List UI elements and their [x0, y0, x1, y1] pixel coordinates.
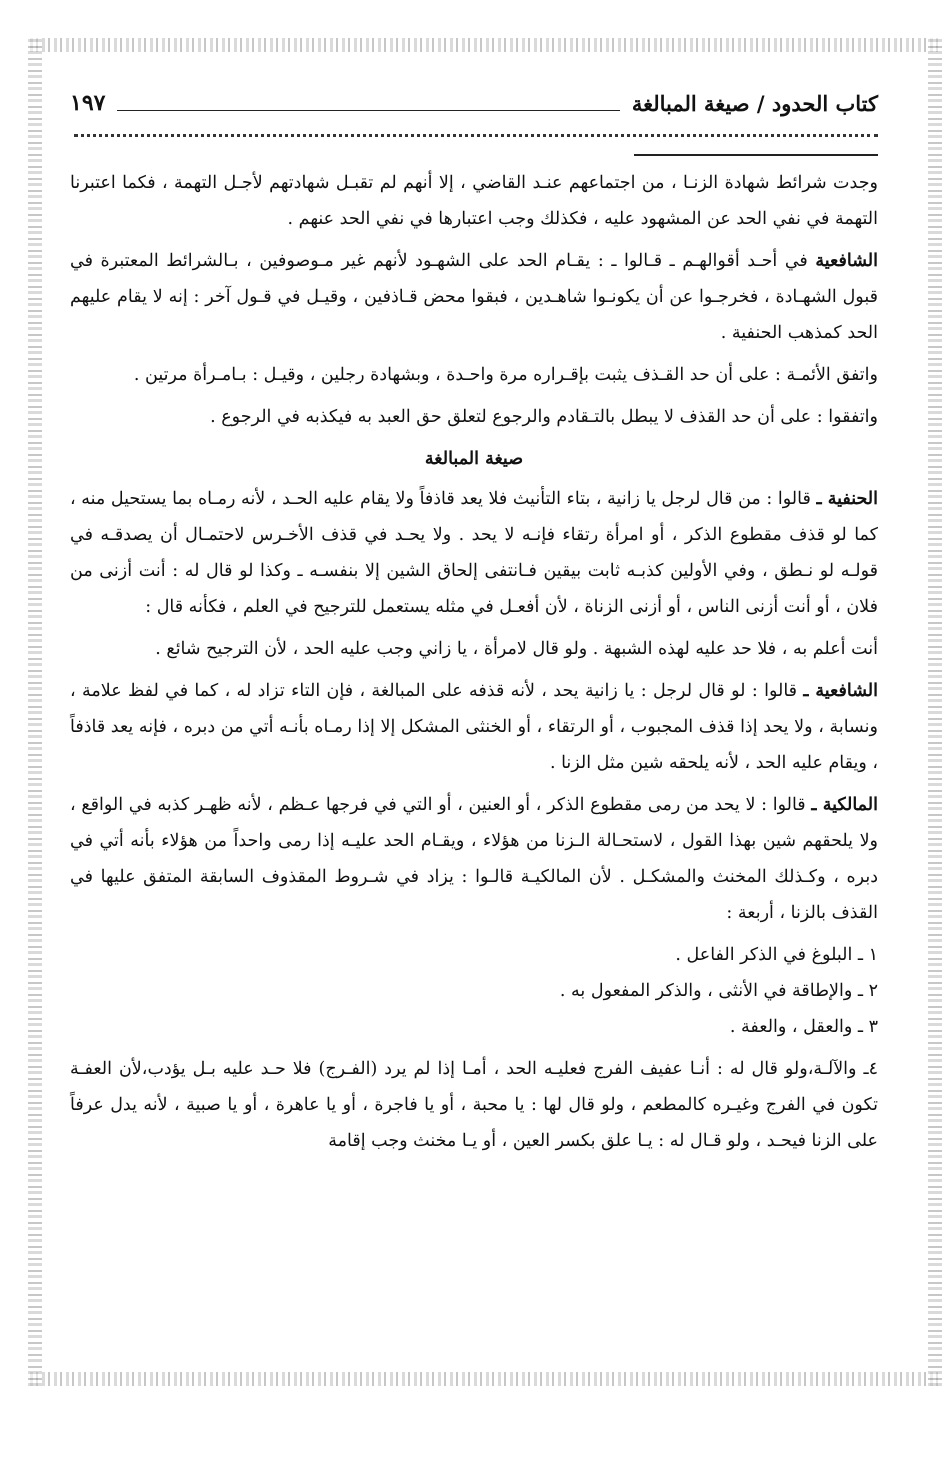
paragraph [70, 357, 878, 393]
list-item: ٣ ـ والعقل ، والعفة . [729, 1017, 878, 1037]
page-border-left [28, 38, 42, 1386]
page-border-bottom [30, 1372, 940, 1386]
list-item: ٢ ـ والإطاقة في الأنثى ، والذكر المفعول به . [559, 981, 878, 1001]
page-body [70, 165, 878, 1165]
running-header [70, 88, 878, 118]
paragraph: ٤ـ والآلـة،ولو قال له : أنـا عفيف الفرج فعليـه الحد ، أمـا إذا لم يرد (الفـرج) فلا حـد عليه بـل يؤدب،لأن العفـة تكون في الفرج وغيـره كالمطعم ، ولو قال لها : يا محبة ، أو يا فاجرة ، أو يا عاهرة ، أو يا صبية ، لأنه يدل عرفاً على الزنا فيحـد ، ولو قـال له : يـا علق بكسر العين ، أو يـا مخنث وجب إقامة [70, 1059, 878, 1151]
paragraph-text: وجدت شرائط شهادة الزنـا ، من اجتماعهم عنـد القاضي ، إلا أنهم لم تقبـل شهادتهم لأجـل التهمة ، فكما اعتبرنا التهمة في نفي الحد عن المشهود عليه ، فكذلك وجب اعتبارها في نفي الحد عنهم . [70, 173, 878, 229]
paragraph-text: قالوا : لا يحد من رمى مقطوع الذكر ، أو العنين ، أو التي في فرجها عـظم ، لأنه ظهـر كذبه في الواقع ، ولا يلحقهم شين بهذا القول ، لاستحـالة الـزنا من هؤلاء ، ويقـام الحد عليـه إذا رمى واحداً من هؤلاء بأنه أتي في دبره ، وكـذلك المخنث والمشكـل . لأن المالكيـة قالـوا : يزاد في شـروط المقذوف السابقة المتفق عليها في القذف بالزنا ، أربعة : [70, 795, 878, 923]
paragraph-text: أنت أعلم به ، فلا حد عليه لهذه الشبهة . ولو قال لامرأة ، يا زاني وجب عليه الحد ، لأن الترجيح شائع . [155, 639, 878, 659]
section-heading: صيغة المبالغة [424, 449, 524, 469]
paragraph [70, 673, 878, 781]
page-border-top [30, 38, 940, 52]
paragraph [70, 243, 878, 351]
short-rule [634, 154, 878, 156]
dotted-separator [74, 122, 878, 137]
paragraph-lead: الحنفية ـ [816, 489, 878, 509]
page-number: ١٩٧ [70, 90, 106, 116]
paragraph [70, 631, 878, 667]
paragraph [70, 399, 878, 435]
paragraph-lead: الشافعية ـ [803, 681, 879, 701]
header-title: كتاب الحدود / صيغة المبالغة [631, 90, 878, 116]
page-border-right [928, 38, 942, 1386]
paragraph-lead: المالكية ـ [811, 795, 878, 815]
paragraph [70, 165, 878, 237]
paragraph [70, 481, 878, 625]
paragraph-text: في أحـد أقوالهـم ـ قـالوا ـ : يقـام الحد على الشهـود لأنهم غير مـوصوفين ، بـالشرائط المعتبرة في قبول الشهـادة ، فخرجـوا عن أن يكونـوا شاهـدين ، فبقوا محض قـاذفين ، وقيـل في قـول آخر : إنه لا يقام عليهم الحد كمذهب الحنفية . [70, 251, 878, 343]
list-item: ١ ـ البلوغ في الذكر الفاعل . [675, 945, 878, 965]
paragraph-text: واتفق الأئمـة : على أن حد القـذف يثبت بإقـراره مرة واحـدة ، وبشهادة رجلين ، وقيـل : بـامـرأة مرتين . [133, 365, 878, 385]
header-rule [117, 96, 619, 111]
paragraph-text: قالوا : لو قال لرجل : يا زانية يحد ، لأنه قذفه على المبالغة ، فإن التاء تزاد له ، كما في لفظ علامة ، ونسابة ، ولا يحد إذا قذف المجبوب ، أو الرتقاء ، أو الخنثى المشكل إلا إذا رمـاه بأنـه أتي من دبره ، فإنه يعد قاذفاً ، ويقام عليه الحد ، لأنه يلحقه شين مثل الزنا . [70, 681, 878, 773]
paragraph-text: قالوا : من قال لرجل يا زانية ، بتاء التأنيث فلا يعد قاذفاً ولا يقام عليه الحـد ، لأنه رمـاه بما يستحيل منه ، كما لو قذف مقطوع الذكر ، أو امرأة رتقاء فإنـه لا يحد . ولا يحـد في قذف الأخـرس لاحتمـال أن يصدقـه في قولـه لو نـطق ، وفي الأولين كذبـه ثابت بيقين فـانتفى إلحاق الشين إلا بنفسـه ـ وكذا لو قال له : أنت أزنى من فلان ، أو أنت أزنى الناس ، أو أزنى الزناة ، لأن أفعـل في مثله يستعمل للترجيح في العلم ، فكأنه قال : [70, 489, 878, 617]
paragraph-lead: الشافعية [815, 251, 878, 271]
paragraph [70, 787, 878, 931]
paragraph-text: واتفقوا : على أن حد القذف لا يبطل بالتـقادم والرجوع لتعلق حق العبد به فيكذبه في الرجوع . [210, 407, 878, 427]
